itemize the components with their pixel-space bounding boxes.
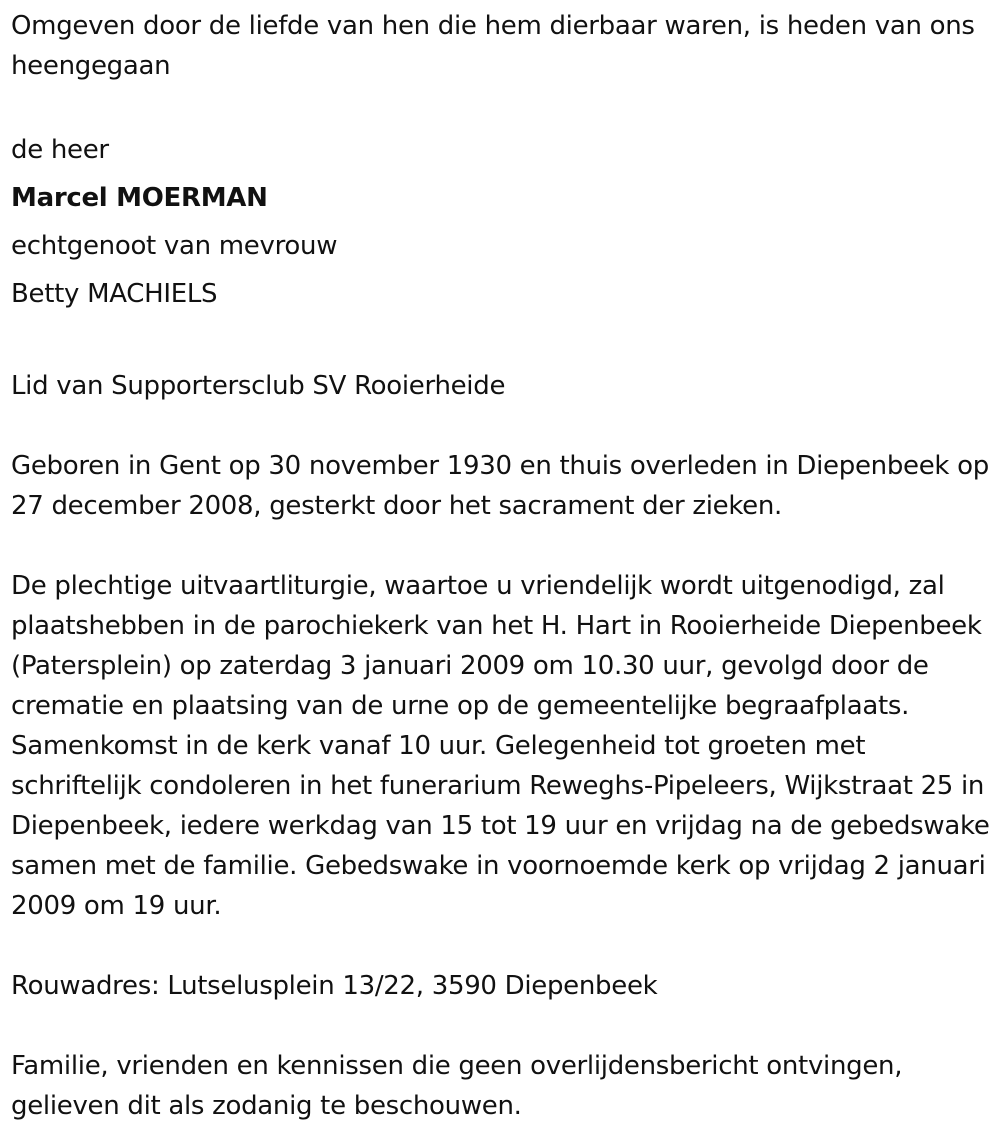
title-prefix: de heer [11, 135, 109, 165]
membership-text: Lid van Supportersclub SV Rooierheide [11, 371, 506, 401]
deceased-name: Marcel MOERMAN [11, 183, 268, 213]
spacer [11, 406, 996, 446]
spacer [11, 326, 996, 366]
obituary-notice [11, 6, 996, 1126]
spacer [11, 526, 996, 566]
spacer [11, 1006, 996, 1046]
spacer [11, 926, 996, 966]
intro-text: Omgeven door de liefde van hen die hem dierbaar waren, is heden van ons heengegaan [11, 11, 975, 81]
address-text: Rouwadres: Lutselusplein 13/22, 3590 Diepenbeek [11, 971, 658, 1001]
closing-text: Familie, vrienden en kennissen die geen overlijdensbericht ontvingen, gelieven dit als zodanig te beschouwen. [11, 1051, 903, 1121]
birth-death-text: Geboren in Gent op 30 november 1930 en thuis overleden in Diepenbeek op 27 december 2008, gesterkt door het sacrament der zieken. [11, 451, 989, 521]
spouse-name: Betty MACHIELS [11, 279, 218, 309]
spacer [11, 86, 996, 126]
spouse-label: echtgenoot van mevrouw [11, 231, 338, 261]
funeral-details-text: De plechtige uitvaartliturgie, waartoe u vriendelijk wordt uitgenodigd, zal plaatshebben in de parochiekerk van het H. Hart in Rooierheide Diepenbeek (Patersplein) op zaterdag 3 januari 2009 om 10.30 uur, gevolgd door de crematie en plaatsing van de urne op de gemeentelijke begraafplaats. Samenkomst in de kerk vanaf 10 uur. Gelegenheid tot groeten met schriftelijk condoleren in het funerarium Reweghs-Pipeleers, Wijkstraat 25 in Diepenbeek, iedere werkdag van 15 tot 19 uur en vrijdag na de gebedswake samen met de familie. Gebedswake in voornoemde kerk op vrijdag 2 januari 2009 om 19 uur. [11, 571, 990, 921]
spacer [11, 318, 996, 326]
